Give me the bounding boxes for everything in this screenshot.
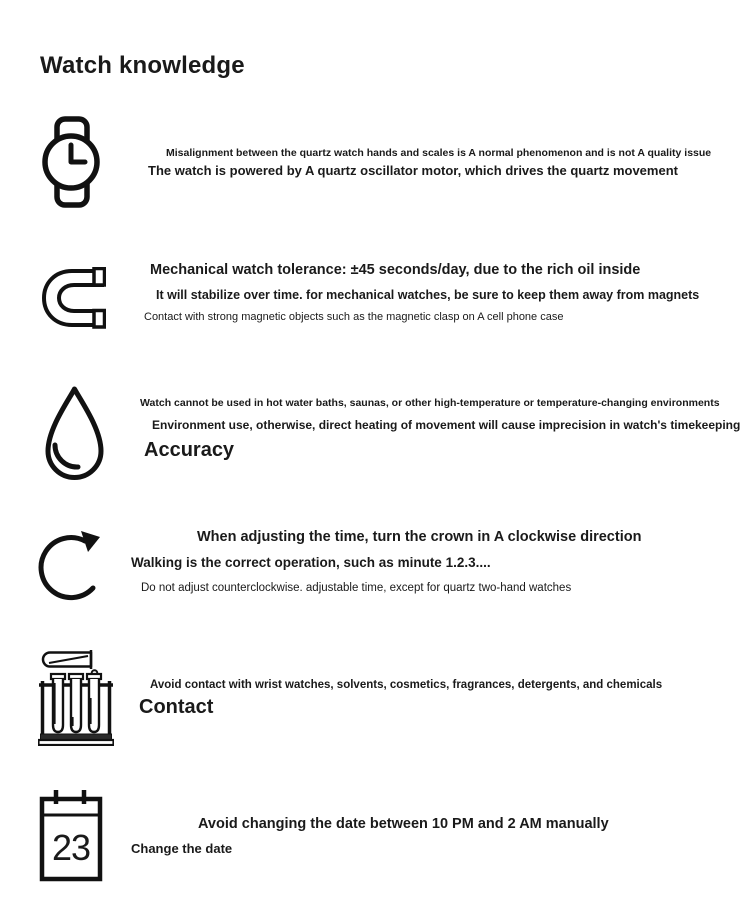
magnet-contact-text: Contact with strong magnetic objects such as the magnetic clasp on A cell phone case: [144, 311, 564, 323]
magnet-icon: [40, 267, 106, 329]
accuracy-environment-text: Environment use, otherwise, direct heating of movement will cause imprecision in watch's timekeeping: [152, 418, 741, 432]
watch-icon: [41, 116, 103, 208]
water-drop-icon: [42, 385, 107, 483]
date-heading: Change the date: [131, 841, 233, 856]
magnet-stabilize-text: It will stabilize over time. for mechanical watches, be sure to keep them away from magnets: [156, 288, 700, 302]
calendar-date-number: 23: [51, 827, 91, 868]
magnet-tolerance-text: Mechanical watch tolerance: ±45 seconds/day, due to the rich oil inside: [150, 262, 641, 278]
contact-avoid-text: Avoid contact with wrist watches, solvents, cosmetics, fragrances, detergents, and chemicals: [150, 679, 663, 691]
adjust-clockwise-text: When adjusting the time, turn the crown in A clockwise direction: [197, 529, 642, 545]
clockwise-arrow-icon: [37, 523, 109, 609]
adjust-walking-text: Walking is the correct operation, such as minute 1.2.3....: [131, 555, 491, 570]
page-title: Watch knowledge: [40, 52, 245, 80]
date-avoid-text: Avoid changing the date between 10 PM and 2 AM manually: [198, 816, 609, 832]
quartz-main-text: The watch is powered by A quartz oscillator motor, which drives the quartz movement: [148, 163, 678, 178]
calendar-icon: [39, 788, 103, 882]
accuracy-heading: Accuracy: [144, 439, 235, 461]
contact-heading: Contact: [139, 696, 214, 718]
quartz-note-text: Misalignment between the quartz watch hands and scales is A normal phenomenon and is not A quality issue: [166, 147, 712, 159]
accuracy-bath-text: Watch cannot be used in hot water baths, saunas, or other high-temperature or temperature-changing environments: [140, 397, 720, 409]
adjust-counterclockwise-text: Do not adjust counterclockwise. adjustable time, except for quartz two-hand watches: [141, 582, 572, 594]
chemicals-icon: [38, 648, 114, 746]
